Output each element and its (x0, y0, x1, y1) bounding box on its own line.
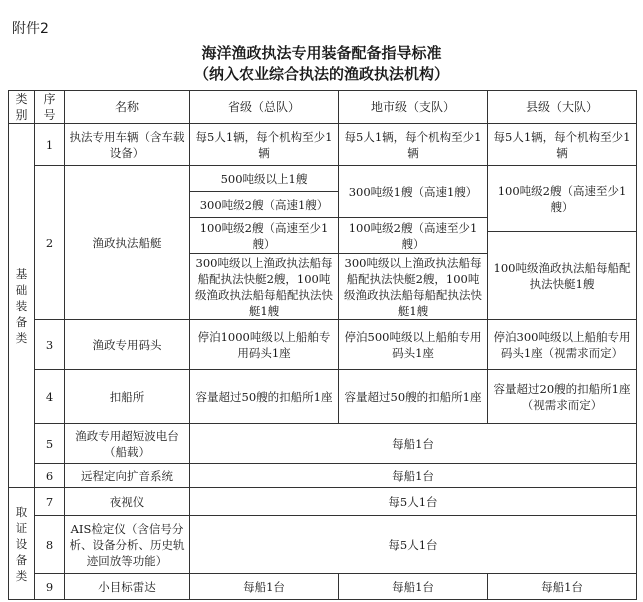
header-name: 名称 (65, 91, 190, 124)
cell-county: 每5人1辆，每个机构至少1辆 (488, 124, 637, 166)
header-provincial: 省级（总队） (190, 91, 339, 124)
cell-county: 100吨级渔政执法船每船配执法快艇1艘 (488, 232, 637, 320)
cell-provincial: 300吨级2艘（高速1艘） (190, 192, 339, 218)
category-basic-label: 基础装备类 (15, 266, 28, 345)
row-name: 渔政执法船艇 (65, 166, 190, 320)
table-row (9, 320, 637, 370)
cell-provincial: 500吨级以上1艘 (190, 166, 339, 192)
table-row (9, 488, 637, 516)
table-row (9, 124, 637, 166)
cell-municipal: 每船1台 (339, 574, 488, 600)
table-row (9, 166, 637, 192)
cell-provincial: 每5人1辆，每个机构至少1辆 (190, 124, 339, 166)
row-name: 夜视仪 (65, 488, 190, 516)
header-seq: 序号 (35, 91, 65, 124)
cell-municipal: 每5人1辆，每个机构至少1辆 (339, 124, 488, 166)
row-seq: 1 (35, 124, 65, 166)
cell-municipal: 300吨级以上渔政执法船每船配执法快艇2艘，100吨级渔政执法船每船配执法快艇1艘 (339, 254, 488, 320)
header-category: 类别 (9, 91, 35, 124)
cell-county: 停泊300吨级以上船舶专用码头1座（视需求而定） (488, 320, 637, 370)
cell-provincial: 100吨级2艘（高速至少1艘） (190, 218, 339, 254)
table-row (9, 370, 637, 424)
row-name: 扣船所 (65, 370, 190, 424)
cell-provincial: 停泊1000吨级以上船舶专用码头1座 (190, 320, 339, 370)
cell-all-levels: 每船1台 (190, 424, 637, 464)
row-name: 渔政专用码头 (65, 320, 190, 370)
table-row (9, 424, 637, 464)
equipment-standard-table (8, 90, 637, 600)
table-row (9, 464, 637, 488)
cell-provincial: 300吨级以上渔政执法船每船配执法快艇2艘，100吨级渔政执法船每船配执法快艇1艘 (190, 254, 339, 320)
row-name: 执法专用车辆（含车载设备） (65, 124, 190, 166)
row-seq: 2 (35, 166, 65, 320)
cell-all-levels: 每5人1台 (190, 488, 637, 516)
row-name: 远程定向扩音系统 (65, 464, 190, 488)
table-row (9, 574, 637, 600)
category-basic (9, 124, 35, 488)
table-row (9, 516, 637, 574)
row-name: AIS检定仪（含信号分析、设备分析、历史轨迹回放等功能） (65, 516, 190, 574)
row-seq: 9 (35, 574, 65, 600)
cell-provincial: 每船1台 (190, 574, 339, 600)
cell-municipal: 100吨级2艘（高速至少1艘） (339, 218, 488, 254)
cell-municipal: 停泊500吨级以上船舶专用码头1座 (339, 320, 488, 370)
row-seq: 8 (35, 516, 65, 574)
attachment-label: 附件2 (12, 21, 49, 37)
document-title: 海洋渔政执法专用装备配备指导标准 (201, 44, 442, 62)
document-subtitle: （纳入农业综合执法的渔政执法机构） (193, 65, 449, 83)
header-municipal: 地市级（支队） (339, 91, 488, 124)
row-seq: 7 (35, 488, 65, 516)
row-name: 渔政专用超短波电台（船载） (65, 424, 190, 464)
cell-county: 容量超过20艘的扣船所1座（视需求而定） (488, 370, 637, 424)
cell-all-levels: 每5人1台 (190, 516, 637, 574)
cell-municipal: 容量超过50艘的扣船所1座 (339, 370, 488, 424)
header-county: 县级（大队） (488, 91, 637, 124)
header-row (9, 91, 637, 124)
cell-provincial: 容量超过50艘的扣船所1座 (190, 370, 339, 424)
row-seq: 4 (35, 370, 65, 424)
cell-all-levels: 每船1台 (190, 464, 637, 488)
row-seq: 6 (35, 464, 65, 488)
category-evidence-label: 取证设备类 (15, 504, 28, 583)
row-seq: 3 (35, 320, 65, 370)
category-evidence (9, 488, 35, 600)
cell-county: 100吨级2艘（高速至少1艘） (488, 166, 637, 232)
cell-municipal: 300吨级1艘（高速1艘） (339, 166, 488, 218)
cell-county: 每船1台 (488, 574, 637, 600)
row-name: 小目标雷达 (65, 574, 190, 600)
row-seq: 5 (35, 424, 65, 464)
